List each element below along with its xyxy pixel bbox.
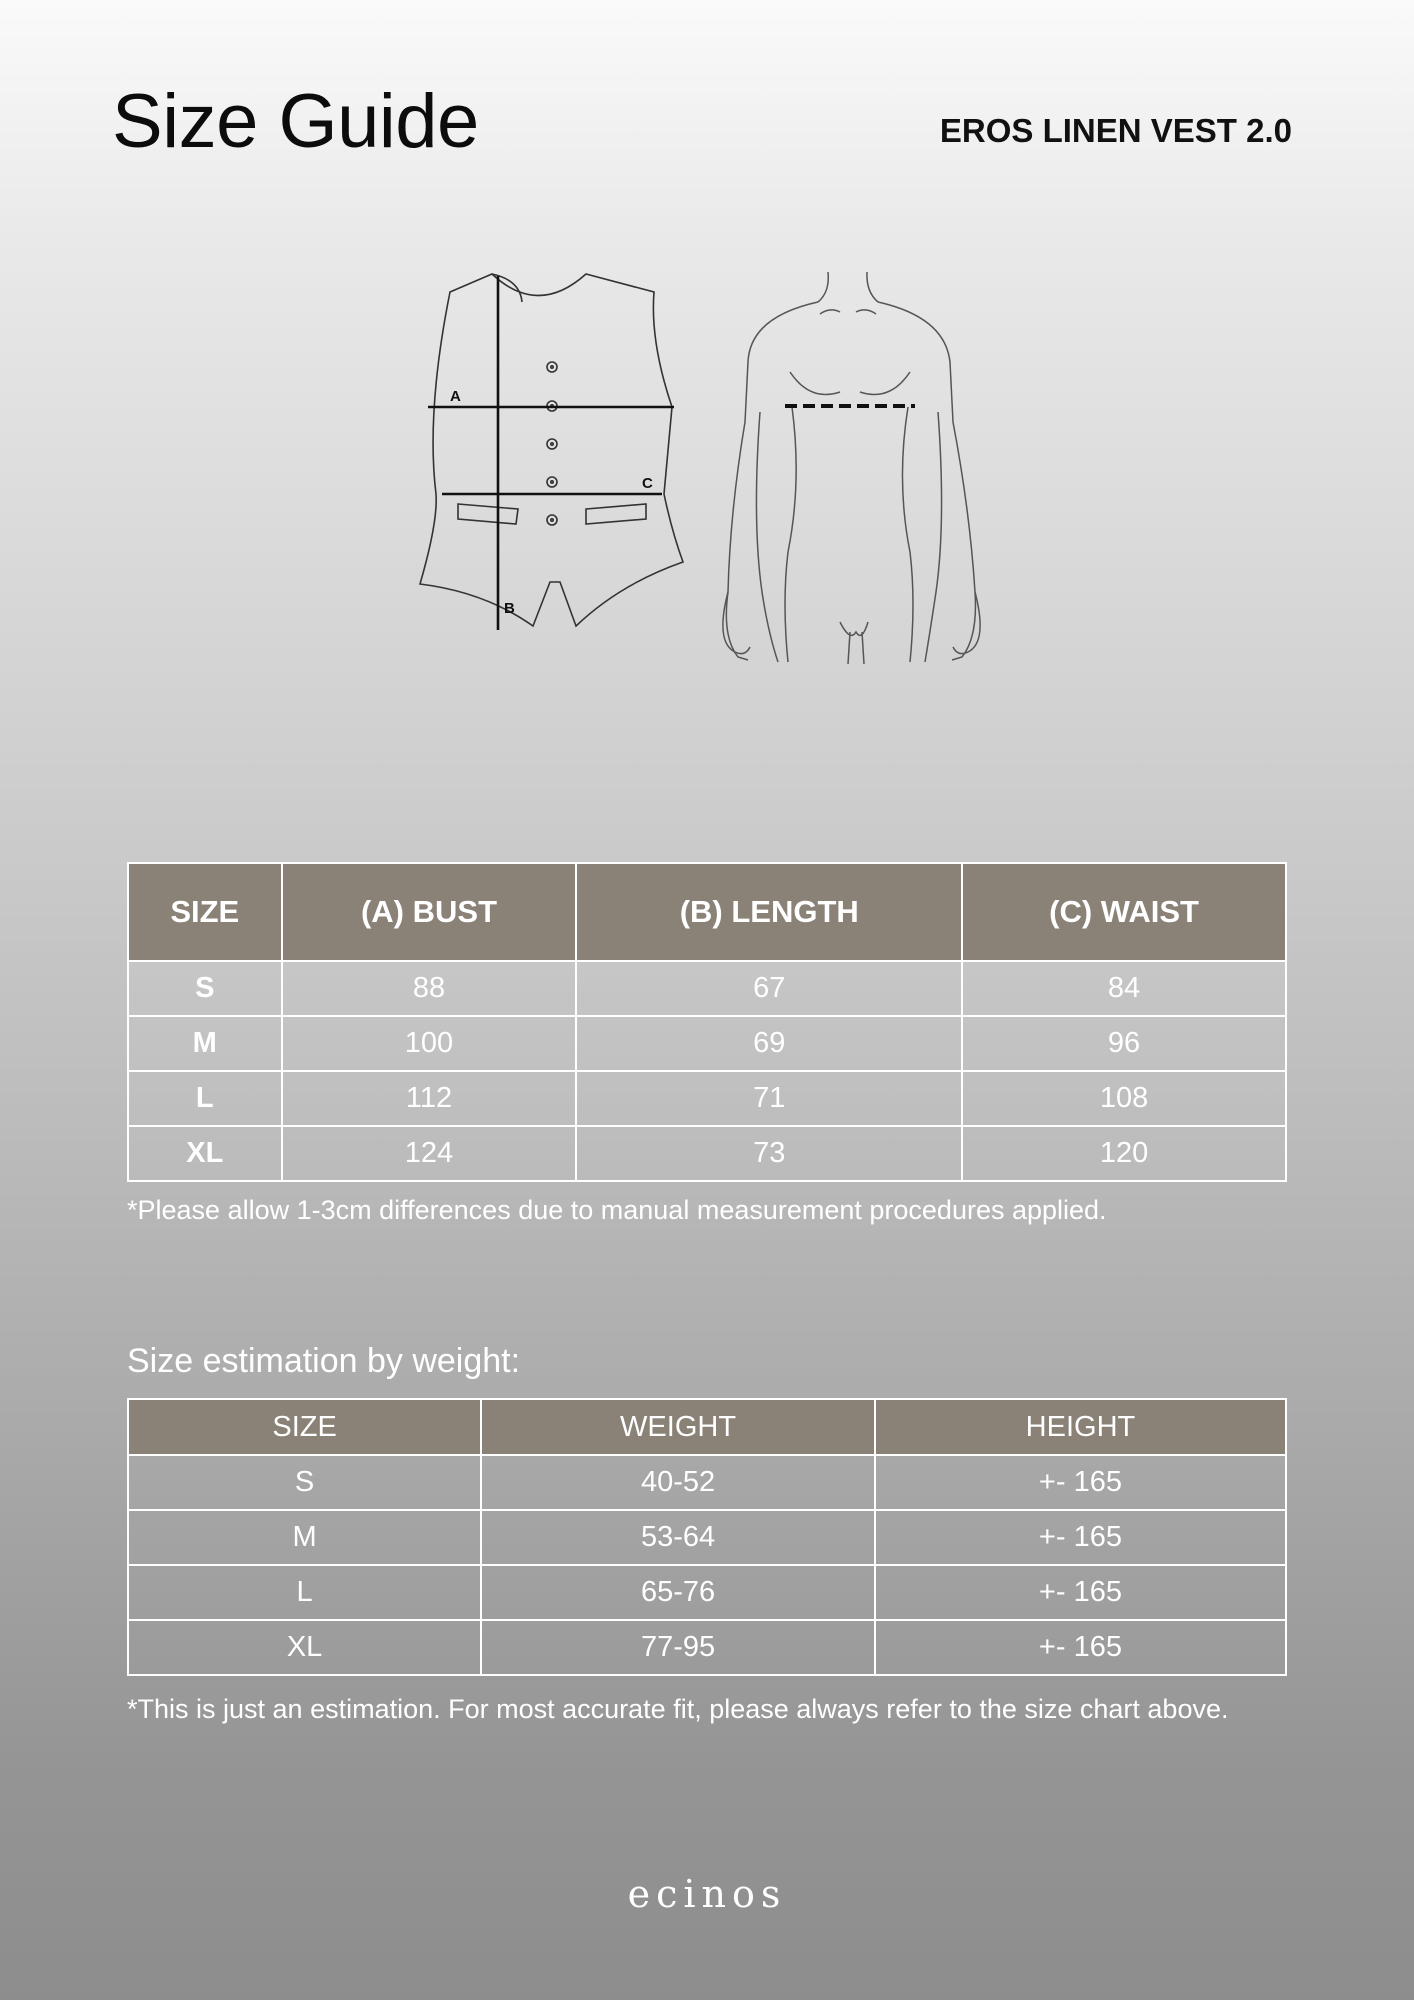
weight-cell: 65-76 bbox=[481, 1565, 875, 1620]
col-header-bust: (A) BUST bbox=[282, 863, 577, 961]
label-b: B bbox=[504, 600, 515, 617]
size-cell: M bbox=[128, 1510, 481, 1565]
waist-cell: 108 bbox=[962, 1071, 1286, 1126]
estimation-disclaimer: *This is just an estimation. For most accurate fit, please always refer to the size chart above. bbox=[127, 1694, 1229, 1724]
label-a: A bbox=[450, 388, 461, 405]
length-cell: 73 bbox=[576, 1126, 962, 1181]
table-row bbox=[128, 1510, 1286, 1565]
size-cell: S bbox=[128, 961, 282, 1016]
bust-cell: 88 bbox=[282, 961, 577, 1016]
table-row bbox=[128, 1565, 1286, 1620]
size-chart-table bbox=[127, 862, 1287, 1182]
bust-cell: 124 bbox=[282, 1126, 577, 1181]
garment-illustration bbox=[410, 262, 1010, 772]
waist-cell: 96 bbox=[962, 1016, 1286, 1071]
weight-cell: 53-64 bbox=[481, 1510, 875, 1565]
page-title: Size Guide bbox=[112, 79, 479, 164]
table-row bbox=[128, 1071, 1286, 1126]
measurement-disclaimer: *Please allow 1-3cm differences due to manual measurement procedures applied. bbox=[127, 1195, 1107, 1225]
size-cell: M bbox=[128, 1016, 282, 1071]
size-cell: S bbox=[128, 1455, 481, 1510]
weight-header-row bbox=[128, 1399, 1286, 1455]
bust-cell: 112 bbox=[282, 1071, 577, 1126]
table-row bbox=[128, 1455, 1286, 1510]
body-figure bbox=[723, 272, 980, 664]
waist-cell: 120 bbox=[962, 1126, 1286, 1181]
table-row bbox=[128, 961, 1286, 1016]
height-cell: +- 165 bbox=[875, 1620, 1286, 1675]
height-cell: +- 165 bbox=[875, 1510, 1286, 1565]
table-row bbox=[128, 1126, 1286, 1181]
size-cell: L bbox=[128, 1565, 481, 1620]
measurement-lines bbox=[428, 276, 674, 630]
length-cell: 71 bbox=[576, 1071, 962, 1126]
weight-cell: 77-95 bbox=[481, 1620, 875, 1675]
weight-cell: 40-52 bbox=[481, 1455, 875, 1510]
size-chart-header-row bbox=[128, 863, 1286, 961]
weight-section-title: Size estimation by weight: bbox=[127, 1342, 521, 1380]
height-cell: +- 165 bbox=[875, 1455, 1286, 1510]
length-cell: 67 bbox=[576, 961, 962, 1016]
label-c: C bbox=[642, 475, 653, 492]
size-cell: L bbox=[128, 1071, 282, 1126]
weight-estimation-table bbox=[127, 1398, 1287, 1676]
col-header-height: HEIGHT bbox=[875, 1399, 1286, 1455]
col-header-size: SIZE bbox=[128, 1399, 481, 1455]
vest-drawing bbox=[420, 274, 683, 626]
table-row bbox=[128, 1016, 1286, 1071]
brand-logo: ecinos bbox=[627, 1872, 787, 1916]
col-header-waist: (C) WAIST bbox=[962, 863, 1286, 961]
size-cell: XL bbox=[128, 1126, 282, 1181]
col-header-length: (B) LENGTH bbox=[576, 863, 962, 961]
size-cell: XL bbox=[128, 1620, 481, 1675]
table-row bbox=[128, 1620, 1286, 1675]
col-header-size: SIZE bbox=[128, 863, 282, 961]
waist-cell: 84 bbox=[962, 961, 1286, 1016]
product-name: EROS LINEN VEST 2.0 bbox=[939, 112, 1292, 149]
height-cell: +- 165 bbox=[875, 1565, 1286, 1620]
col-header-weight: WEIGHT bbox=[481, 1399, 875, 1455]
length-cell: 69 bbox=[576, 1016, 962, 1071]
bust-cell: 100 bbox=[282, 1016, 577, 1071]
